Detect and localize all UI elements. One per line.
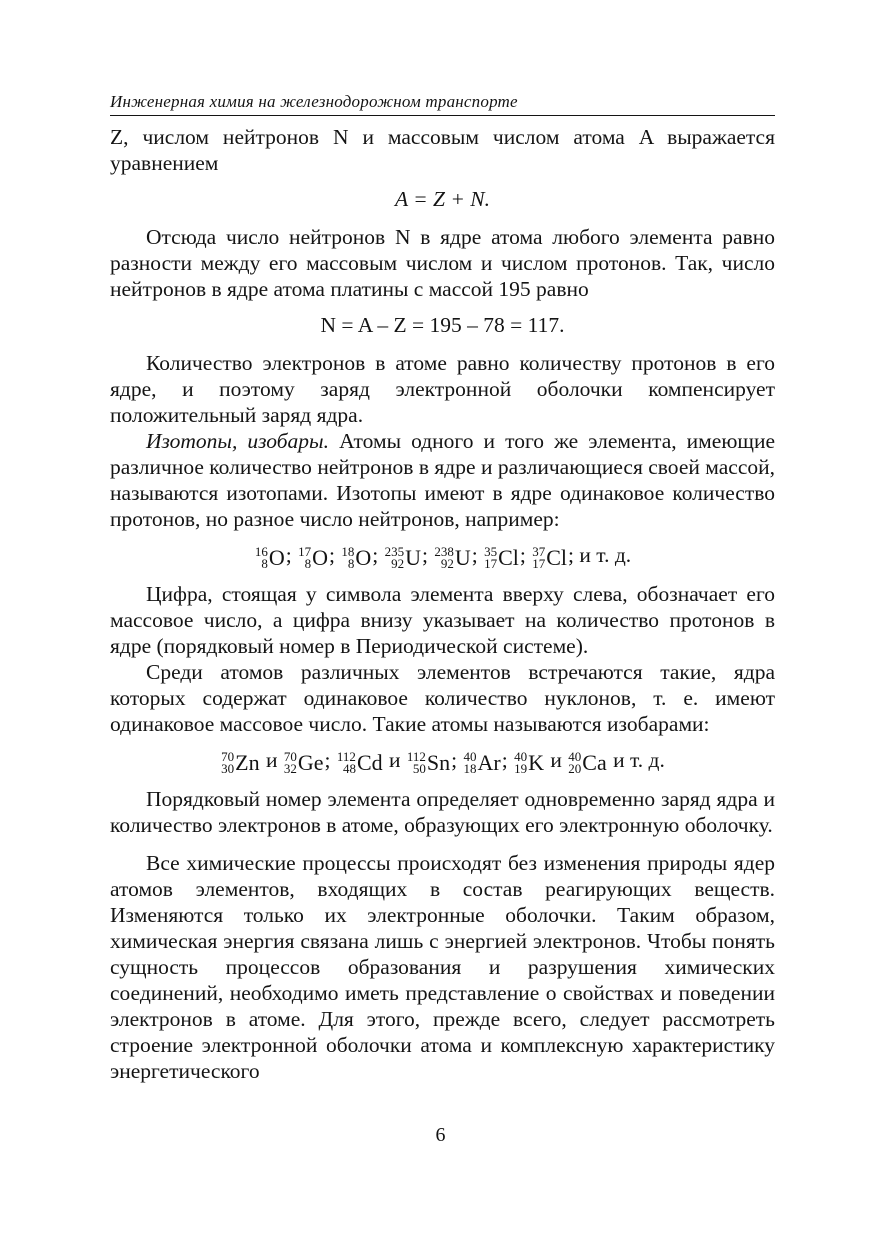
isobar-examples xyxy=(110,747,775,776)
isotope-examples xyxy=(110,542,775,571)
nuclide xyxy=(385,543,421,571)
nuclide-numbers xyxy=(484,546,497,570)
list-tail: и т. д. xyxy=(607,748,665,773)
atomic-number: 19 xyxy=(514,761,528,777)
mass-number: 16 xyxy=(254,544,268,560)
equation-1 xyxy=(110,186,775,212)
atomic-number: 18 xyxy=(463,761,477,777)
paragraph-6: Среди атомов различных элементов встречаются такие, ядра которых содержат одинаковое количество нуклонов, т. е. имеют одинаковое массовое число. Такие атомы называются изобарами: xyxy=(110,660,775,737)
nuclide-numbers xyxy=(255,546,268,570)
mass-number: 238 xyxy=(434,544,454,560)
element-symbol: U xyxy=(405,545,421,571)
nuclide-numbers xyxy=(407,751,426,775)
nuclide-numbers xyxy=(284,751,297,775)
atomic-number: 50 xyxy=(412,761,426,777)
element-symbol: K xyxy=(528,750,544,776)
nuclide xyxy=(337,748,383,776)
nuclide-numbers xyxy=(298,546,311,570)
element-symbol: Ar xyxy=(477,750,501,776)
nuclide xyxy=(255,543,285,571)
paragraph-4-text: Атомы одного и того же элемента, имеющие различное количество нейтронов в ядре и различающиеся своей массой, называются изотопами. Изотопы имеют в ядре одинаковое количество протонов, но разное число нейтронов, например: xyxy=(110,429,775,531)
nuclide-numbers xyxy=(532,546,545,570)
element-symbol: O xyxy=(355,545,372,571)
element-symbol: O xyxy=(312,545,328,571)
element-symbol: Ca xyxy=(582,750,607,776)
mass-number: 40 xyxy=(514,749,528,765)
equation-2-text: N = A – Z = 195 – 78 = 117. xyxy=(320,313,565,337)
nuclide-numbers xyxy=(568,751,581,775)
paragraph-2: Отсюда число нейтронов N в ядре атома любого элемента равно разности между его массовым числом и числом протонов. Так, число нейтронов в ядре атома платины с массой 195 равно xyxy=(110,225,775,301)
mass-number: 40 xyxy=(463,749,477,765)
separator: ; xyxy=(421,543,434,567)
atomic-number: 20 xyxy=(568,761,582,777)
atomic-number: 17 xyxy=(532,556,546,572)
nuclide-numbers xyxy=(514,751,527,775)
element-symbol: Ge xyxy=(297,750,324,776)
nuclide xyxy=(341,543,371,571)
separator: ; xyxy=(471,543,484,567)
mass-number: 18 xyxy=(341,544,355,560)
nuclide xyxy=(407,748,450,776)
element-symbol: O xyxy=(268,545,285,571)
nuclide-numbers xyxy=(341,546,354,570)
element-symbol: Cd xyxy=(356,750,383,776)
running-header: Инженерная химия на железнодорожном транспорте xyxy=(110,92,775,116)
separator: и xyxy=(260,748,283,773)
paragraph-3: Количество электронов в атоме равно количеству протонов в его ядре, и поэтому заряд электронной оболочки компенсирует положительный заряд ядра. xyxy=(110,351,775,427)
list-tail: и т. д. xyxy=(579,543,632,567)
nuclide xyxy=(284,748,324,776)
paragraph-5: Цифра, стоящая у символа элемента вверху слева, обозначает его массовое число, а цифра внизу указывает на количество протонов в ядре (порядковый номер в Периодической системе). xyxy=(110,582,775,659)
mass-number: 112 xyxy=(336,749,356,765)
atomic-number: 48 xyxy=(342,761,356,777)
separator: ; xyxy=(285,543,298,567)
separator: ; xyxy=(451,748,463,773)
mass-number: 37 xyxy=(532,544,546,560)
separator: и xyxy=(545,748,568,773)
equation-2 xyxy=(110,312,775,338)
atomic-number: 8 xyxy=(304,556,312,572)
element-symbol: Sn xyxy=(426,750,451,776)
separator: ; xyxy=(568,543,580,567)
nuclide xyxy=(221,748,259,776)
element-symbol: Cl xyxy=(546,545,568,571)
element-symbol: Zn xyxy=(235,750,260,776)
nuclide xyxy=(532,543,567,571)
atomic-number: 8 xyxy=(261,556,268,572)
separator: ; xyxy=(328,543,341,567)
atomic-number: 92 xyxy=(440,556,454,572)
nuclide-numbers xyxy=(434,546,454,570)
nuclide xyxy=(568,748,606,776)
mass-number: 70 xyxy=(221,749,235,765)
paragraph-4-lead: Изотопы, изобары. xyxy=(146,429,329,453)
atomic-number: 17 xyxy=(484,556,498,572)
paragraph-7: Порядковый номер элемента определяет одновременно заряд ядра и количество электронов в атоме, образующих его электронную оболочку. xyxy=(110,787,775,838)
paragraph-4 xyxy=(110,428,775,532)
mass-number: 17 xyxy=(298,544,312,560)
separator: и xyxy=(383,748,406,773)
nuclide-numbers xyxy=(337,751,356,775)
paragraph-1: Z, числом нейтронов N и массовым числом атома A выражается уравнением xyxy=(110,125,775,175)
mass-number: 35 xyxy=(484,544,498,560)
nuclide xyxy=(434,543,470,571)
separator: ; xyxy=(372,543,384,567)
nuclide xyxy=(484,543,519,571)
equation-1-text: A = Z + N. xyxy=(395,187,490,211)
nuclide xyxy=(464,748,501,776)
nuclide-numbers xyxy=(221,751,234,775)
paragraph-8: Все химические процессы происходят без изменения природы ядер атомов элементов, входящих в состав реагирующих веществ. Изменяются только их электронные оболочки. Таким образом, химическая энергия связана лишь с энергией электронов. Чтобы понять сущность процессов образования и разрушения химических соединений, необходимо иметь представление о свойствах и поведении электронов в атоме. Для этого, прежде всего, следует рассмотреть строение электронной оболочки атома и комплексную характеристику энергетического xyxy=(110,851,775,1084)
separator: ; xyxy=(501,748,514,773)
mass-number: 112 xyxy=(406,749,426,765)
nuclide-numbers xyxy=(385,546,405,570)
page-number: 6 xyxy=(435,1124,446,1146)
nuclide xyxy=(514,748,544,776)
atomic-number: 8 xyxy=(347,556,355,572)
mass-number: 70 xyxy=(283,749,297,765)
nuclide-numbers xyxy=(464,751,477,775)
atomic-number: 92 xyxy=(391,556,405,572)
page-body xyxy=(110,124,775,1084)
mass-number: 235 xyxy=(384,544,405,560)
separator: ; xyxy=(324,748,336,773)
element-symbol: U xyxy=(454,545,471,571)
atomic-number: 30 xyxy=(221,761,235,777)
atomic-number: 32 xyxy=(283,761,297,777)
element-symbol: Cl xyxy=(498,545,519,571)
nuclide xyxy=(298,543,328,571)
mass-number: 40 xyxy=(568,749,582,765)
separator: ; xyxy=(519,543,532,567)
